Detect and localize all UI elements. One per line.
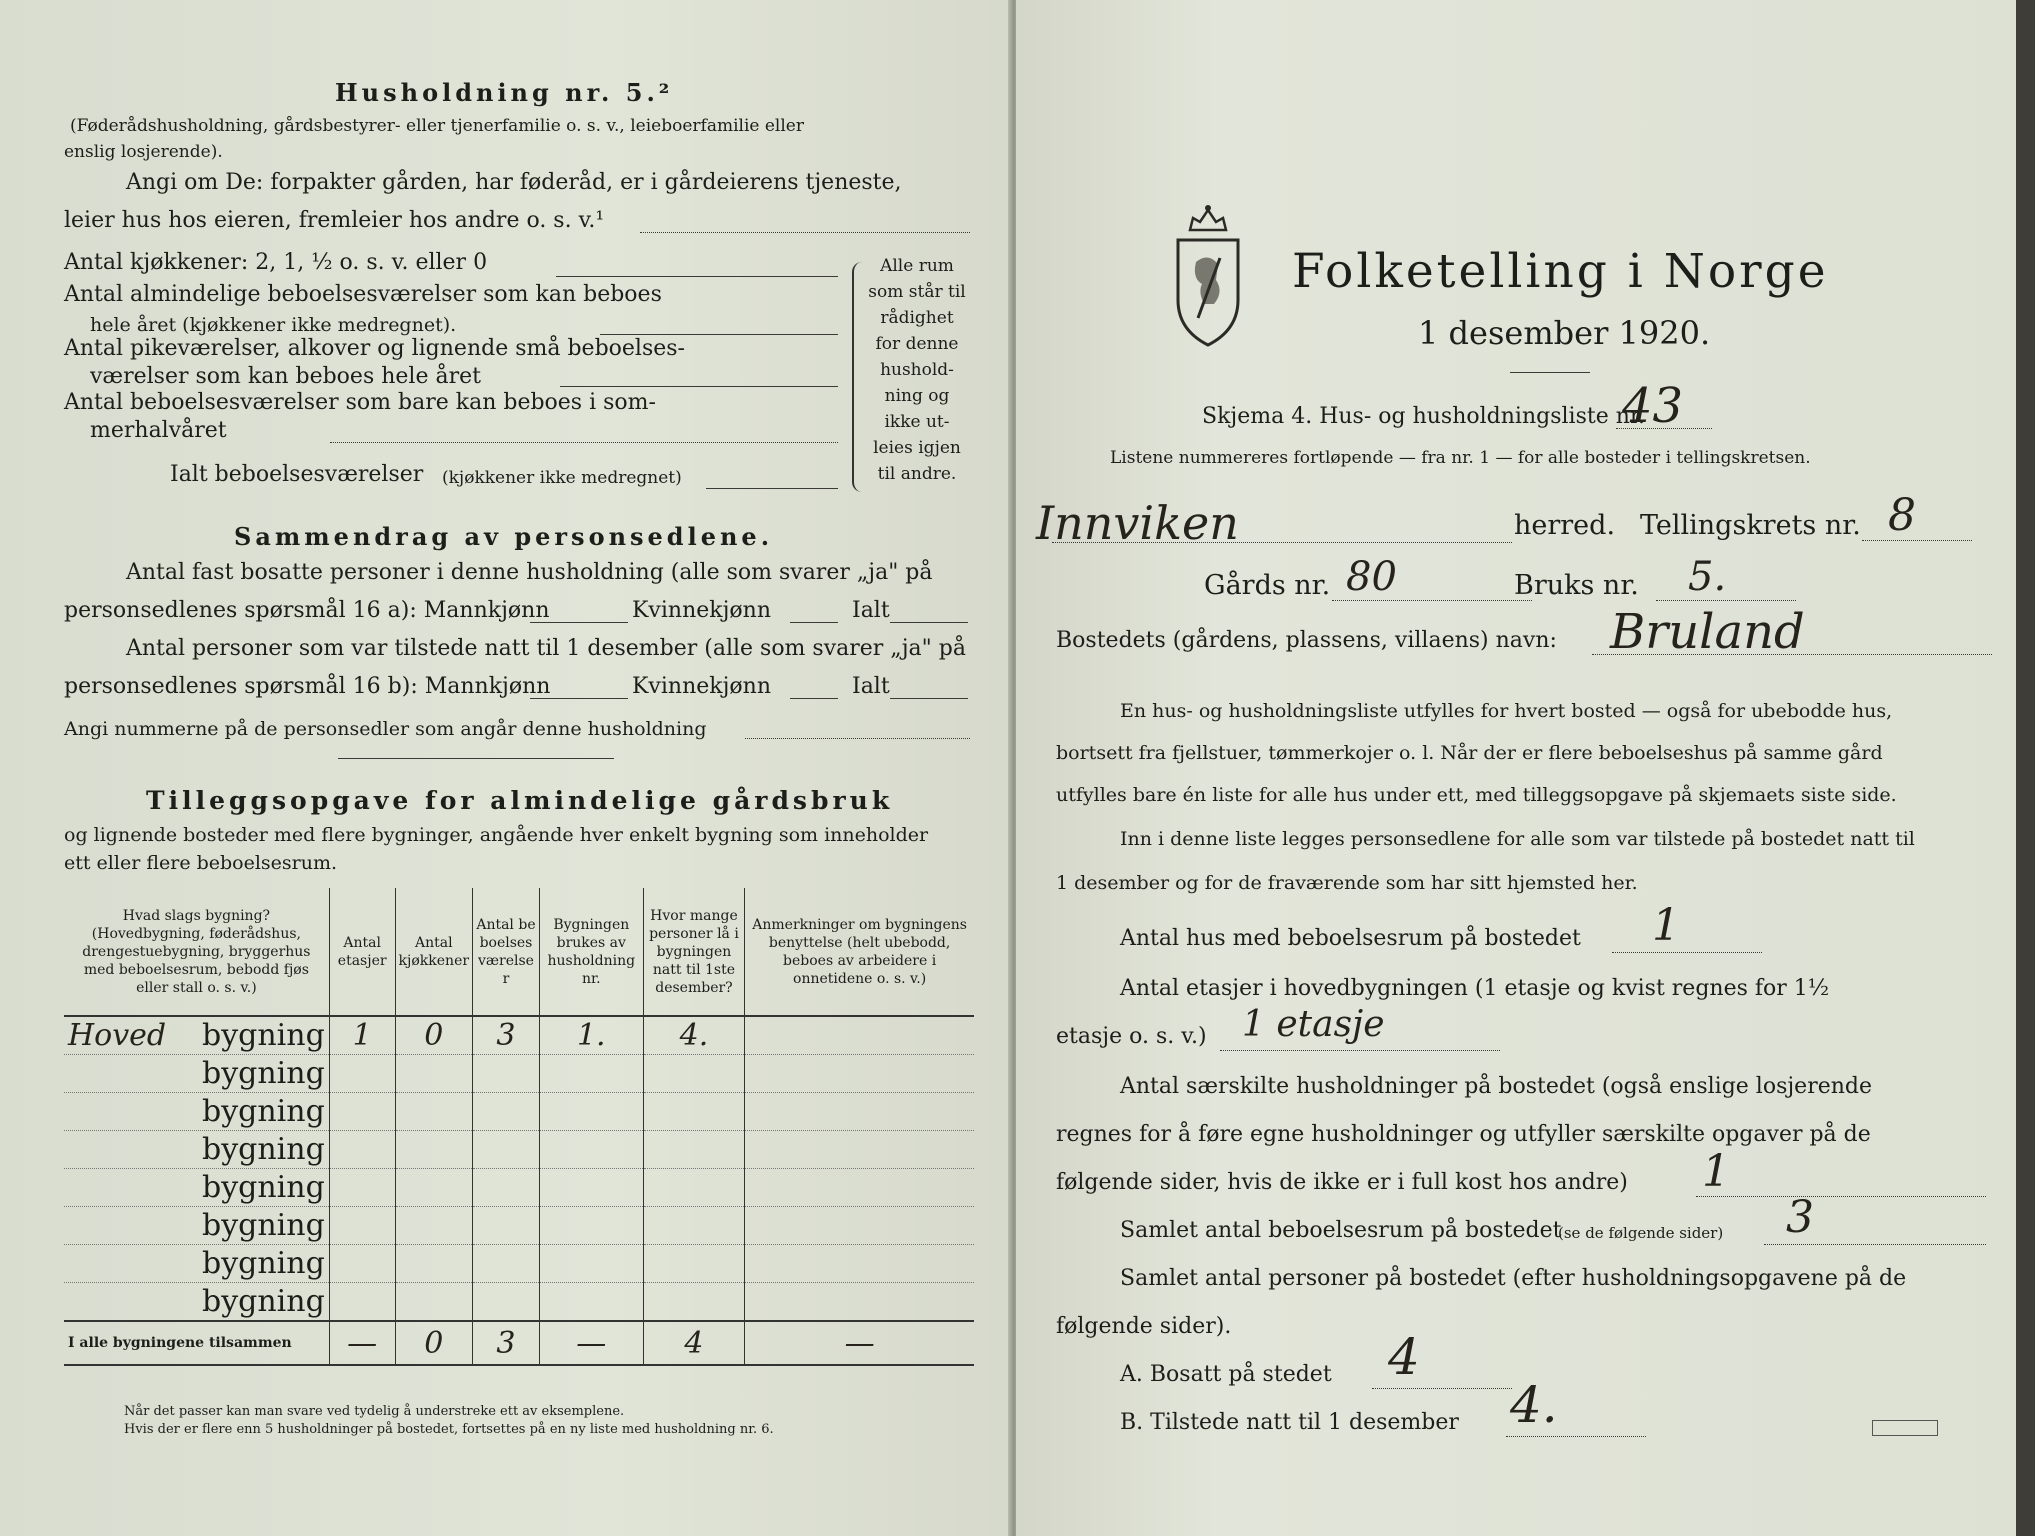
building-name-cell[interactable] xyxy=(64,1131,329,1169)
left-page xyxy=(0,0,1012,1536)
instr-line-3: utfylles bare én liste for alle hus under ett, med tilleggsopgave på skjemaets siste side. xyxy=(1056,784,1897,806)
brace-note-line: hushold- xyxy=(880,360,954,380)
instr-line-4: Inn i denne liste legges personsedlene for alle som var tilstede på bostedet natt til xyxy=(1120,828,1915,850)
rum-note: (se de følgende sider) xyxy=(1558,1224,1724,1242)
table-row xyxy=(64,1207,974,1245)
skjema-number-line xyxy=(1616,428,1712,429)
col-rooms: Antal beboelsesværelser xyxy=(473,888,540,1016)
nummerne-answer-line[interactable] xyxy=(745,738,970,739)
angi-answer-line[interactable] xyxy=(640,232,970,233)
cell-floors[interactable] xyxy=(329,1131,395,1169)
bygning-label: bygning xyxy=(201,1018,325,1053)
cell-rooms[interactable] xyxy=(473,1055,540,1093)
pers-line-1: Samlet antal personer på bostedet (efter husholdningsopgavene på de xyxy=(1120,1266,1907,1291)
bruks-line xyxy=(1656,600,1796,601)
rooms-summer: Antal beboelsesværelser som bare kan beboes i som- xyxy=(64,390,656,415)
summary-line-2: personsedlenes spørsmål 16 a): Mannkjønn xyxy=(64,598,550,623)
cell-floors[interactable] xyxy=(329,1283,395,1322)
total-label: I alle bygningene tilsammen xyxy=(64,1321,329,1365)
total-floors[interactable]: — xyxy=(329,1321,395,1365)
table-row xyxy=(64,1245,974,1283)
building-name-cell[interactable] xyxy=(64,1093,329,1131)
brace xyxy=(852,262,862,492)
table-row xyxy=(64,1131,974,1169)
herred-label: herred. xyxy=(1514,510,1616,541)
female-16b-line[interactable] xyxy=(790,698,838,699)
table-row xyxy=(64,1093,974,1131)
census-title: Folketelling i Norge xyxy=(1292,244,1829,299)
tellingskrets-label: Tellingskrets nr. xyxy=(1640,510,1861,541)
cell-kitchens[interactable] xyxy=(395,1169,473,1207)
separator-line xyxy=(338,758,614,759)
cell-rooms[interactable] xyxy=(473,1169,540,1207)
ialt-label-b: Ialt xyxy=(852,674,890,699)
cell-floors[interactable] xyxy=(329,1245,395,1283)
gards-label: Gårds nr. xyxy=(1204,570,1331,601)
instr-line-5: 1 desember og for de fraværende som har sitt hjemsted her. xyxy=(1056,872,1638,894)
bosted-line xyxy=(1592,654,1992,655)
cell-remarks[interactable] xyxy=(745,1016,974,1055)
brace-note-line: som står til xyxy=(868,282,966,302)
right-page xyxy=(1016,0,2016,1536)
building-name-cell[interactable] xyxy=(64,1169,329,1207)
instr-line-1: En hus- og husholdningsliste utfylles for hvert bosted — også for ubebodde hus, xyxy=(1120,700,1893,722)
cell-persons[interactable] xyxy=(643,1245,745,1283)
table-row xyxy=(64,1055,974,1093)
tilstede-label: B. Tilstede natt til 1 desember xyxy=(1120,1410,1459,1435)
brace-note-line: til andre. xyxy=(877,464,957,484)
tillegg-title: Tilleggsopgave for almindelige gårdsbruk xyxy=(146,786,894,815)
bosatt-label: A. Bosatt på stedet xyxy=(1120,1362,1332,1387)
cell-kitchens[interactable] xyxy=(395,1093,473,1131)
total-household[interactable]: — xyxy=(539,1321,643,1365)
cell-persons[interactable] xyxy=(643,1131,745,1169)
cell-persons[interactable] xyxy=(643,1169,745,1207)
total-row xyxy=(64,1321,974,1365)
bygning-label: bygning xyxy=(201,1284,325,1319)
ialt-16a-line[interactable] xyxy=(890,622,968,623)
tilstede-line xyxy=(1506,1436,1646,1437)
bosted-value[interactable]: Bruland xyxy=(1610,604,1805,660)
cell-persons[interactable] xyxy=(643,1283,745,1322)
hush-answer-line xyxy=(1696,1196,1986,1197)
table-row xyxy=(64,1016,974,1055)
table-row xyxy=(64,1283,974,1322)
rum-value[interactable]: 3 xyxy=(1786,1192,1814,1243)
bosted-label: Bostedets (gårdens, plassens, villaens) navn: xyxy=(1056,628,1557,653)
hush-line-2: regnes for å føre egne husholdninger og utfyller særskilte opgaver på de xyxy=(1056,1122,1871,1147)
cell-floors[interactable] xyxy=(329,1093,395,1131)
household-title: Husholdning nr. 5.² xyxy=(335,78,674,107)
antal-hus-line xyxy=(1612,952,1762,953)
brace-note-line: rådighet xyxy=(880,308,954,328)
footnote-2: Hvis der er flere enn 5 husholdninger på bostedet, fortsettes på en ny liste med husholdning nr. 6. xyxy=(124,1422,774,1437)
cell-household[interactable] xyxy=(539,1283,643,1322)
cell-rooms[interactable] xyxy=(473,1207,540,1245)
cell-household[interactable] xyxy=(539,1207,643,1245)
col-floors: Antal etasjer xyxy=(329,888,395,1016)
cell-household[interactable] xyxy=(539,1169,643,1207)
brace-note-line: ikke ut- xyxy=(884,412,950,432)
tellingskrets-value[interactable]: 8 xyxy=(1888,490,1916,541)
hush-line-3: følgende sider, hvis de ikke er i full kost hos andre) xyxy=(1056,1170,1628,1195)
tellingskrets-line xyxy=(1862,540,1972,541)
cell-floors[interactable] xyxy=(329,1169,395,1207)
cell-rooms[interactable] xyxy=(473,1093,540,1131)
col-remarks: Anmerkninger om bygningens benyttelse (helt ubebodd, beboes av arbeidere i onnetidene o. s. v.) xyxy=(745,888,974,1016)
brace-note-line: for denne xyxy=(875,334,959,354)
female-16a-line[interactable] xyxy=(790,622,838,623)
brace-note-line: Alle rum xyxy=(880,256,954,276)
building-name-cell[interactable] xyxy=(64,1283,329,1322)
instr-line-2: bortsett fra fjellstuer, tømmerkojer o. l. Når der er flere beboelseshus på samme gård xyxy=(1056,742,1883,764)
tillegg-line-2: ett eller flere beboelsesrum. xyxy=(64,852,338,874)
ialt-answer-line[interactable] xyxy=(706,488,838,489)
summary-line-3: Antal personer som var tilstede natt til 1 desember (alle som svarer „ja" på xyxy=(126,636,966,661)
angi-line-1: Angi om De: forpakter gården, har føderåd, er i gårdeierens tjeneste, xyxy=(126,170,902,195)
herred-line xyxy=(1052,542,1512,543)
gards-value[interactable]: 80 xyxy=(1346,554,1397,600)
antal-hus-label: Antal hus med beboelsesrum på bostedet xyxy=(1120,926,1581,951)
cell-remarks[interactable] xyxy=(745,1055,974,1093)
listene-note: Listene nummereres fortløpende — fra nr. 1 — for alle bosteder i tellingskretsen. xyxy=(1110,448,1811,468)
summary-title: Sammendrag av personsedlene. xyxy=(234,522,774,551)
bygning-label: bygning xyxy=(201,1170,325,1205)
bosatt-value[interactable]: 4 xyxy=(1388,1328,1420,1386)
brace-note-line: leies igjen xyxy=(873,438,961,458)
bygning-label: bygning xyxy=(201,1132,325,1167)
cell-household[interactable] xyxy=(539,1245,643,1283)
kitchens-answer-line[interactable] xyxy=(556,276,838,277)
cell-persons[interactable]: 4. xyxy=(643,1016,745,1055)
hush-value[interactable]: 1 xyxy=(1702,1146,1730,1197)
male-16a-line[interactable] xyxy=(530,622,628,623)
hush-line-1: Antal særskilte husholdninger på bostedet (også enslige losjerende xyxy=(1120,1074,1873,1099)
cell-remarks[interactable] xyxy=(745,1131,974,1169)
tillegg-line-1: og lignende bosteder med flere bygninger, angående hver enkelt bygning som inneholder xyxy=(64,824,929,846)
building-table xyxy=(64,888,974,1366)
printer-stamp xyxy=(1872,1420,1938,1436)
total-persons[interactable]: 4 xyxy=(643,1321,745,1365)
building-name-cell[interactable] xyxy=(64,1245,329,1283)
cell-persons[interactable] xyxy=(643,1055,745,1093)
col-kitchens: Antal kjøkkener xyxy=(395,888,473,1016)
rum-answer-line xyxy=(1764,1244,1986,1245)
pers-line-2: følgende sider). xyxy=(1056,1314,1232,1339)
cell-remarks[interactable] xyxy=(745,1169,974,1207)
skjema-number[interactable]: 43 xyxy=(1622,378,1684,434)
rooms-ordinary: Antal almindelige beboelsesværelser som kan beboes xyxy=(64,282,662,307)
building-name-value: Hoved xyxy=(68,1018,167,1053)
household-subtitle: (Føderådshusholdning, gårdsbestyrer- eller tjenerfamilie o. s. v., leieboerfamilie eller xyxy=(70,116,804,136)
col-household: Bygningen brukes av husholdning nr. xyxy=(539,888,643,1016)
female-label-b: Kvinnekjønn xyxy=(632,674,771,699)
herred-value[interactable]: Innviken xyxy=(1036,496,1239,550)
etasjer-answer-line xyxy=(1220,1050,1500,1051)
cell-kitchens[interactable] xyxy=(395,1245,473,1283)
bygning-label: bygning xyxy=(201,1208,325,1243)
cell-household[interactable] xyxy=(539,1131,643,1169)
rum-label: Samlet antal beboelsesrum på bostedet xyxy=(1120,1218,1562,1243)
cell-rooms[interactable] xyxy=(473,1131,540,1169)
cell-household[interactable] xyxy=(539,1093,643,1131)
cell-rooms[interactable]: 3 xyxy=(473,1016,540,1055)
rooms-small: Antal pikeværelser, alkover og lignende små beboelses- xyxy=(64,336,685,361)
angi-nummerne: Angi nummerne på de personsedler som angår denne husholdning xyxy=(64,718,707,740)
household-subtitle-2: enslig losjerende). xyxy=(64,142,223,162)
cell-kitchens[interactable]: 0 xyxy=(395,1016,473,1055)
building-name-cell[interactable] xyxy=(64,1055,329,1093)
summary-line-4: personsedlenes spørsmål 16 b): Mannkjønn xyxy=(64,674,551,699)
summary-line-1: Antal fast bosatte personer i denne husholdning (alle som svarer „ja" på xyxy=(126,560,933,585)
skjema-label: Skjema 4. Hus- og husholdningsliste nr. xyxy=(1202,404,1645,429)
etasjer-line-2: etasje o. s. v.) xyxy=(1056,1024,1207,1049)
rooms-ordinary-2: hele året (kjøkkener ikke medregnet). xyxy=(90,314,457,336)
tilstede-value[interactable]: 4. xyxy=(1510,1376,1558,1434)
census-date: 1 desember 1920. xyxy=(1418,314,1711,352)
antal-hus-value[interactable]: 1 xyxy=(1652,900,1680,951)
rooms-small-2: værelser som kan beboes hele året xyxy=(90,364,481,389)
col-building-type: Hvad slags bygning? (Hovedbygning, føderådshus, drengestuebygning, bryggerhus med beboelsesrum, bebodd fjøs eller stall o. s. v.) xyxy=(64,888,329,1016)
bygning-label: bygning xyxy=(201,1094,325,1129)
gards-line xyxy=(1332,600,1532,601)
total-kitchens[interactable]: 0 xyxy=(395,1321,473,1365)
cell-kitchens[interactable] xyxy=(395,1055,473,1093)
bygning-label: bygning xyxy=(201,1246,325,1281)
cell-floors[interactable]: 1 xyxy=(329,1016,395,1055)
bruks-label: Bruks nr. xyxy=(1514,570,1639,601)
ialt-16b-line[interactable] xyxy=(890,698,968,699)
title-rule xyxy=(1510,372,1590,373)
cell-kitchens[interactable] xyxy=(395,1283,473,1322)
cell-persons[interactable] xyxy=(643,1207,745,1245)
cell-remarks[interactable] xyxy=(745,1207,974,1245)
etasjer-line-1: Antal etasjer i hovedbygningen (1 etasje og kvist regnes for 1½ xyxy=(1120,976,1830,1001)
brace-note-line: ning og xyxy=(884,386,950,406)
cell-persons[interactable] xyxy=(643,1093,745,1131)
total-rooms[interactable]: 3 xyxy=(473,1321,540,1365)
summer-answer-line[interactable] xyxy=(330,442,838,443)
ialt-label-a: Ialt xyxy=(852,598,890,623)
etasjer-value[interactable]: 1 etasje xyxy=(1242,1004,1385,1045)
male-16b-line[interactable] xyxy=(530,698,628,699)
ialt-label: Ialt beboelsesværelser xyxy=(170,462,424,487)
ialt-note: (kjøkkener ikke medregnet) xyxy=(442,468,682,488)
cell-household[interactable] xyxy=(539,1055,643,1093)
small-answer-line[interactable] xyxy=(560,386,838,387)
cell-floors[interactable] xyxy=(329,1207,395,1245)
bruks-value[interactable]: 5. xyxy=(1688,554,1727,600)
rooms-summer-2: merhalvåret xyxy=(90,418,227,443)
ordinary-answer-line[interactable] xyxy=(600,334,838,335)
cell-kitchens[interactable] xyxy=(395,1131,473,1169)
cell-rooms[interactable] xyxy=(473,1283,540,1322)
table-row xyxy=(64,1169,974,1207)
angi-line-2: leier hus hos eieren, fremleier hos andre o. s. v.¹ xyxy=(64,208,605,233)
cell-kitchens[interactable] xyxy=(395,1207,473,1245)
footnote-1: Når det passer kan man svare ved tydelig å understreke ett av eksemplene. xyxy=(124,1404,625,1419)
cell-remarks[interactable] xyxy=(745,1093,974,1131)
cell-remarks[interactable] xyxy=(745,1283,974,1322)
rooms-kitchens: Antal kjøkkener: 2, 1, ½ o. s. v. eller 0 xyxy=(64,250,488,275)
female-label-a: Kvinnekjønn xyxy=(632,598,771,623)
cell-rooms[interactable] xyxy=(473,1245,540,1283)
building-name-cell[interactable] xyxy=(64,1016,329,1055)
bosatt-line xyxy=(1372,1388,1512,1389)
cell-remarks[interactable] xyxy=(745,1245,974,1283)
cell-household[interactable]: 1. xyxy=(539,1016,643,1055)
building-name-cell[interactable] xyxy=(64,1207,329,1245)
total-remarks[interactable]: — xyxy=(745,1321,974,1365)
norway-coat-of-arms-icon xyxy=(1168,200,1248,350)
col-persons: Hvor mange personer lå i bygningen natt til 1ste desember? xyxy=(643,888,745,1016)
bygning-label: bygning xyxy=(201,1056,325,1091)
cell-floors[interactable] xyxy=(329,1055,395,1093)
